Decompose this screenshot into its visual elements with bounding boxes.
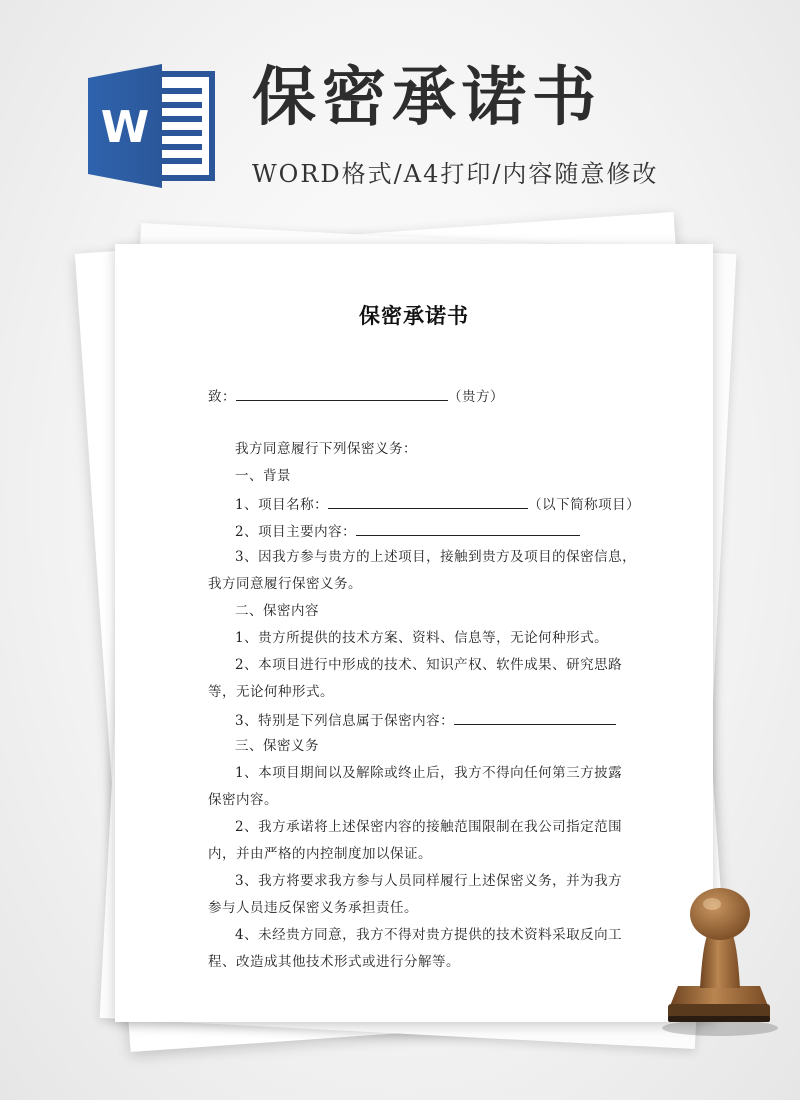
paragraph-line: 内，并由严格的内控制度加以保证。 (208, 846, 432, 862)
intro-text: 我方同意履行下列保密义务： (235, 441, 417, 457)
word-logo-letter: W (100, 102, 150, 153)
document-page (115, 244, 713, 1022)
project-content-blank[interactable] (356, 521, 580, 536)
special-info-prefix: 3、特别是下列信息属于保密内容： (235, 713, 455, 729)
hero-subtitle: WORD格式/A4打印/内容随意修改 (252, 160, 659, 188)
paragraph-line: 保密内容。 (208, 792, 278, 808)
special-info-line (235, 710, 616, 730)
paragraph-line: 2、我方承诺将上述保密内容的接触范围限制在我公司指定范围 (235, 819, 623, 835)
project-name-blank[interactable] (328, 494, 528, 509)
paragraph-line: 1、本项目期间以及解除或终止后，我方不得向任何第三方披露 (235, 765, 623, 781)
paragraph-line: 我方同意履行保密义务。 (208, 576, 362, 592)
project-name-prefix: 1、项目名称： (235, 497, 329, 513)
section-1-heading: 一、背景 (235, 468, 291, 484)
paragraph-line: 1、贵方所提供的技术方案、资料、信息等，无论何种形式。 (235, 630, 609, 646)
word-logo-icon (88, 64, 216, 188)
document-title: 保密承诺书 (359, 303, 469, 328)
addressee-suffix: （贵方） (448, 389, 504, 405)
addressee-prefix: 致： (208, 389, 236, 405)
project-content-prefix: 2、项目主要内容： (235, 524, 357, 540)
section-2-heading: 二、保密内容 (235, 603, 319, 619)
project-name-line (235, 494, 640, 514)
paragraph-line: 4、未经贵方同意，我方不得对贵方提供的技术资料采取反向工 (235, 927, 623, 943)
paragraph-line: 3、因我方参与贵方的上述项目，接触到贵方及项目的保密信息， (235, 549, 637, 565)
section-3-heading: 三、保密义务 (235, 738, 319, 754)
hero-title: 保密承诺书 (252, 61, 602, 135)
addressee-blank[interactable] (236, 386, 448, 401)
paragraph-line: 程、改造成其他技术形式或进行分解等。 (208, 954, 460, 970)
paragraph-line: 3、我方将要求我方参与人员同样履行上述保密义务，并为我方 (235, 873, 623, 889)
paragraph-line: 参与人员违反保密义务承担责任。 (208, 900, 418, 916)
paragraph-line: 等，无论何种形式。 (208, 684, 334, 700)
addressee-line (208, 386, 504, 406)
special-info-blank[interactable] (454, 710, 616, 725)
paragraph-line: 2、本项目进行中形成的技术、知识产权、软件成果、研究思路 (235, 657, 623, 673)
project-name-suffix: （以下简称项目） (528, 497, 641, 513)
project-content-line (235, 521, 580, 541)
wooden-stamp-icon (648, 878, 788, 1038)
